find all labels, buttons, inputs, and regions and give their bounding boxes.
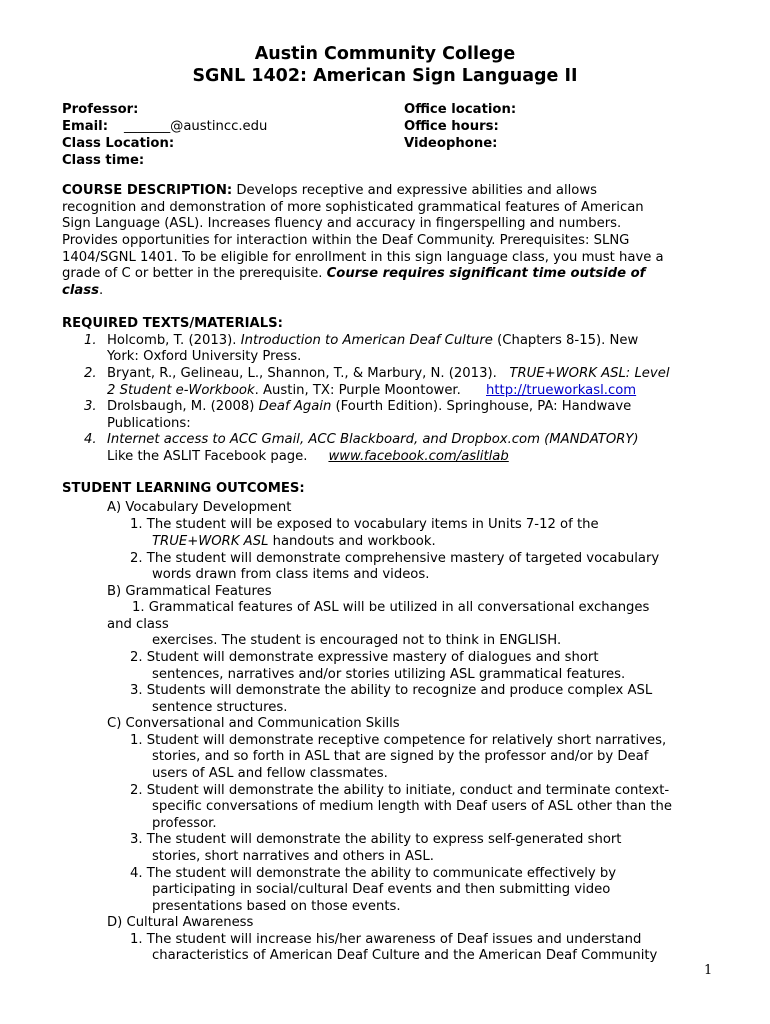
description-heading: COURSE DESCRIPTION: [62, 183, 233, 198]
college-title: Austin Community College [254, 44, 516, 64]
office-location-label: Office location: [404, 102, 517, 117]
outcome-c4-line-2: participating in social/cultural Deaf events and then submitting video [152, 882, 611, 897]
outcome-b-heading: B) Grammatical Features [107, 584, 272, 599]
class-time-label: Class time: [62, 153, 145, 168]
text-item-3-line-1: Drolsbaugh, M. (2008) Deaf Again (Fourth Edition). Springhouse, PA: Handwave [107, 399, 632, 414]
outcome-c3-line-2: stories, short narratives and others in ASL. [152, 849, 434, 864]
outcome-b3-line-2: sentence structures. [152, 700, 288, 715]
texts-heading: REQUIRED TEXTS/MATERIALS: [62, 316, 283, 331]
class-location-label: Class Location: [62, 136, 175, 151]
page-number: 1 [704, 963, 713, 978]
text-item-3-line-2: Publications: [107, 416, 191, 431]
outcome-a2-line-2: words drawn from class items and videos. [152, 567, 430, 582]
text-item-3-number: 3. [84, 399, 97, 414]
outcome-a1-line-1: 1. The student will be exposed to vocabulary items in Units 7-12 of the [130, 517, 599, 532]
outcome-b2-line-1: 2. Student will demonstrate expressive mastery of dialogues and short [130, 650, 599, 665]
text-item-1-number: 1. [84, 333, 97, 348]
outcome-c2-line-1: 2. Student will demonstrate the ability to initiate, conduct and terminate context- [130, 783, 670, 798]
description-line-1: COURSE DESCRIPTION: Develops receptive and expressive abilities and allows [62, 183, 598, 198]
outcome-b2-line-2: sentences, narratives and/or stories utilizing ASL grammatical features. [152, 667, 626, 682]
outcome-c1-line-1: 1. Student will demonstrate receptive competence for relatively short narratives, [130, 733, 667, 748]
outcome-b1-line-2: and class [107, 617, 169, 632]
email-label: Email: [62, 119, 108, 134]
email-value: _______@austincc.edu [124, 119, 268, 134]
outcome-d1-line-2: characteristics of American Deaf Culture and the American Deaf Community [152, 948, 658, 963]
description-line-7: class. [62, 283, 104, 298]
outcome-b1-line-3: exercises. The student is encouraged not to think in ENGLISH. [152, 633, 562, 648]
text-item-2-line-1: Bryant, R., Gelineau, L., Shannon, T., & Marbury, N. (2013). TRUE+WORK ASL: Level [107, 366, 670, 381]
description-line-5: 1404/SGNL 1401. To be eligible for enrollment in this sign language class, you must have a [62, 250, 664, 265]
office-hours-label: Office hours: [404, 119, 499, 134]
text-item-4-number: 4. [84, 432, 97, 447]
time-requirement-note: Course requires significant time outside of [326, 266, 646, 281]
text-item-4-line-1: Internet access to ACC Gmail, ACC Blackboard, and Dropbox.com (MANDATORY) [107, 432, 639, 447]
text-item-1-line-2: York: Oxford University Press. [107, 349, 302, 364]
outcomes-heading: STUDENT LEARNING OUTCOMES: [62, 481, 305, 496]
outcome-d1-line-1: 1. The student will increase his/her awareness of Deaf issues and understand [130, 932, 642, 947]
outcome-a2-line-1: 2. The student will demonstrate comprehensive mastery of targeted vocabulary [130, 551, 660, 566]
outcome-a1-line-2: TRUE+WORK ASL handouts and workbook. [152, 534, 436, 549]
outcome-c4-line-3: presentations based on those events. [152, 899, 401, 914]
outcome-c1-line-3: users of ASL and fellow classmates. [152, 766, 388, 781]
videophone-label: Videophone: [404, 136, 498, 151]
text-item-2-line-2: 2 Student e-Workbook. Austin, TX: Purple Moontower. http://trueworkasl.com [107, 383, 637, 398]
outcome-a-heading: A) Vocabulary Development [107, 500, 292, 515]
outcome-c3-line-1: 3. The student will demonstrate the ability to express self-generated short [130, 832, 622, 847]
trueworkasl-link[interactable]: http://trueworkasl.com [486, 383, 637, 398]
professor-label: Professor: [62, 102, 139, 117]
text-item-2-number: 2. [84, 366, 97, 381]
outcome-c2-line-2: specific conversations of medium length with Deaf users of ASL other than the [152, 799, 672, 814]
outcome-b1-line-1: 1. Grammatical features of ASL will be utilized in all conversational exchanges [132, 600, 650, 615]
text-item-1-line-1: Holcomb, T. (2013). Introduction to American Deaf Culture (Chapters 8-15). New [107, 333, 639, 348]
facebook-link[interactable]: www.facebook.com/aslitlab [328, 449, 509, 464]
outcome-c1-line-2: stories, and so forth in ASL that are signed by the professor and/or by Deaf [152, 749, 649, 764]
course-title: SGNL 1402: American Sign Language II [192, 66, 578, 86]
outcome-c4-line-1: 4. The student will demonstrate the ability to communicate effectively by [130, 866, 617, 881]
outcome-d-heading: D) Cultural Awareness [107, 915, 254, 930]
outcome-b3-line-1: 3. Students will demonstrate the ability to recognize and produce complex ASL [130, 683, 653, 698]
outcome-c-heading: C) Conversational and Communication Skills [107, 716, 400, 731]
description-line-4: Provides opportunities for interaction within the Deaf Community. Prerequisites: SLNG [62, 233, 630, 248]
outcome-c2-line-3: professor. [152, 816, 217, 831]
description-line-3: Sign Language (ASL). Increases fluency and accuracy in fingerspelling and numbers. [62, 216, 622, 231]
description-line-6: grade of C or better in the prerequisite. Course requires significant time outside of [62, 266, 646, 281]
text-item-4-line-2: Like the ASLIT Facebook page. www.facebook.com/aslitlab [107, 449, 509, 464]
description-line-2: recognition and demonstration of more sophisticated grammatical features of American [62, 200, 644, 215]
